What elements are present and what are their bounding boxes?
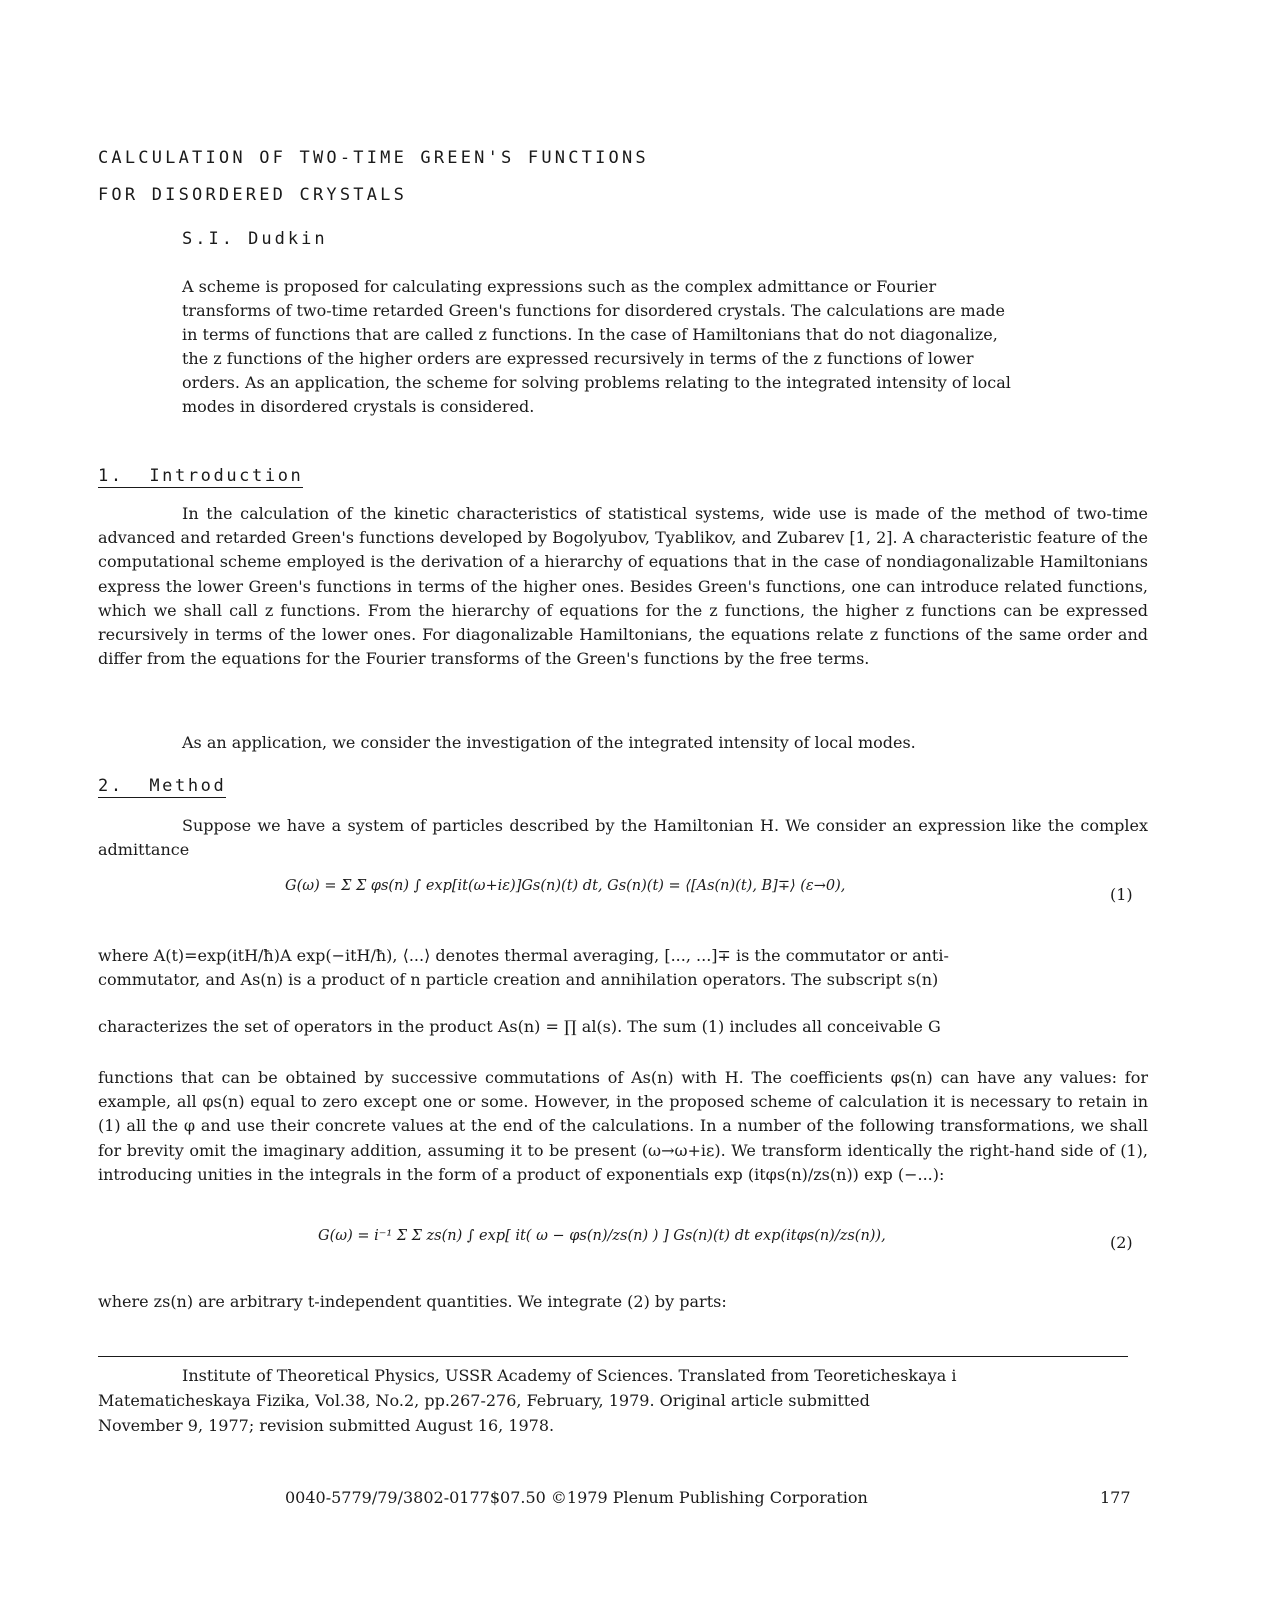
title-line-1: CALCULATION OF TWO-TIME GREEN'S FUNCTIONS <box>98 148 649 168</box>
section-heading-method: 2. Method <box>98 776 227 796</box>
title-line-2: FOR DISORDERED CRYSTALS <box>98 185 408 205</box>
method-line-where-1: where A(t)=exp(itH/ħ)A exp(−itH/ħ), ⟨...⟩ denotes thermal averaging, [..., ...]∓ is the commutator or anti- <box>98 946 949 965</box>
equation-2-number: (2) <box>1110 1233 1133 1252</box>
footnote-rule <box>98 1356 1128 1357</box>
footnote-line-1: Institute of Theoretical Physics, USSR Academy of Sciences. Translated from Teoreticheskaya i <box>182 1366 957 1385</box>
intro-paragraph-1: In the calculation of the kinetic characteristics of statistical systems, wide use is made of the method of two-time advanced and retarded Green's functions developed by Bogolyubov, Tyablikov, and Zubarev [1, 2]. A characteristic feature of the computational scheme employed is the derivation of a hierarchy of equations that in the case of nondiagonalizable Hamiltonians express the lower Green's functions in terms of the higher ones. Besides Green's functions, one can introduce related functions, which we shall call z functions. From the hierarchy of equations for the z functions, the higher z functions can be expressed recursively in terms of the lower ones. For diagonalizable Hamiltonians, the equations relate z functions of the same order and differ from the equations for the Fourier transforms of the Green's functions by the free terms. <box>98 504 1148 669</box>
intro-paragraph-2: As an application, we consider the investigation of the integrated intensity of local modes. <box>182 733 916 752</box>
method-line-where-3: characterizes the set of operators in the product As(n) = ∏ al(s). The sum (1) includes all conceivable G <box>98 1017 941 1036</box>
equation-1-number: (1) <box>1110 885 1133 904</box>
footnote-line-3: November 9, 1977; revision submitted August 16, 1978. <box>98 1416 555 1435</box>
abstract: A scheme is proposed for calculating expressions such as the complex admittance or Fourier transforms of two-time retarded Green's functions for disordered crystals. The calculations are made in terms of functions that are called z functions. In the case of Hamiltonians that do not diagonalize, the z functions of the higher orders are expressed recursively in terms of the z functions of lower orders. As an application, the scheme for solving problems relating to the integrated intensity of local modes in disordered crystals is considered. <box>182 277 1011 416</box>
method-paragraph-1: Suppose we have a system of particles described by the Hamiltonian H. We consider an expression like the complex admittance <box>98 816 1148 860</box>
copyright-code: 0040-5779/79/3802-0177$07.50 ©1979 Plenum Publishing Corporation <box>285 1488 868 1507</box>
method-paragraph-4: where zs(n) are arbitrary t-independent quantities. We integrate (2) by parts: <box>98 1292 727 1311</box>
equation-2: G(ω) = i⁻¹ Σ Σ zs(n) ∫ exp[ it( ω − φs(n)/zs(n) ) ] Gs(n)(t) dt exp(itφs(n)/zs(n)), <box>318 1228 886 1244</box>
article-title <box>98 140 1098 214</box>
method-line-where-2: commutator, and As(n) is a product of n particle creation and annihilation operators. The subscript s(n) <box>98 970 939 989</box>
footnote-line-2: Matematicheskaya Fizika, Vol.38, No.2, pp.267-276, February, 1979. Original article submitted <box>98 1391 870 1410</box>
page-number: 177 <box>1100 1488 1131 1507</box>
equation-1: G(ω) = Σ Σ φs(n) ∫ exp[it(ω+iε)]Gs(n)(t) dt, Gs(n)(t) = ⟨[As(n)(t), B]∓⟩ (ε→0), <box>285 878 846 894</box>
author-name: S.I. Dudkin <box>182 229 328 249</box>
section-heading-introduction: 1. Introduction <box>98 466 304 486</box>
method-paragraph-3: functions that can be obtained by successive commutations of As(n) with H. The coefficients φs(n) can have any values: for example, all φs(n) equal to zero except one or some. However, in the proposed scheme of calculation it is necessary to retain in (1) all the φ and use their concrete values at the end of the calculations. In a number of the following transformations, we shall for brevity omit the imaginary addition, assuming it to be present (ω→ω+iε). We transform identically the right-hand side of (1), introducing unities in the integrals in the form of a product of exponentials exp (itφs(n)/zs(n)) exp (−...): <box>98 1068 1148 1184</box>
